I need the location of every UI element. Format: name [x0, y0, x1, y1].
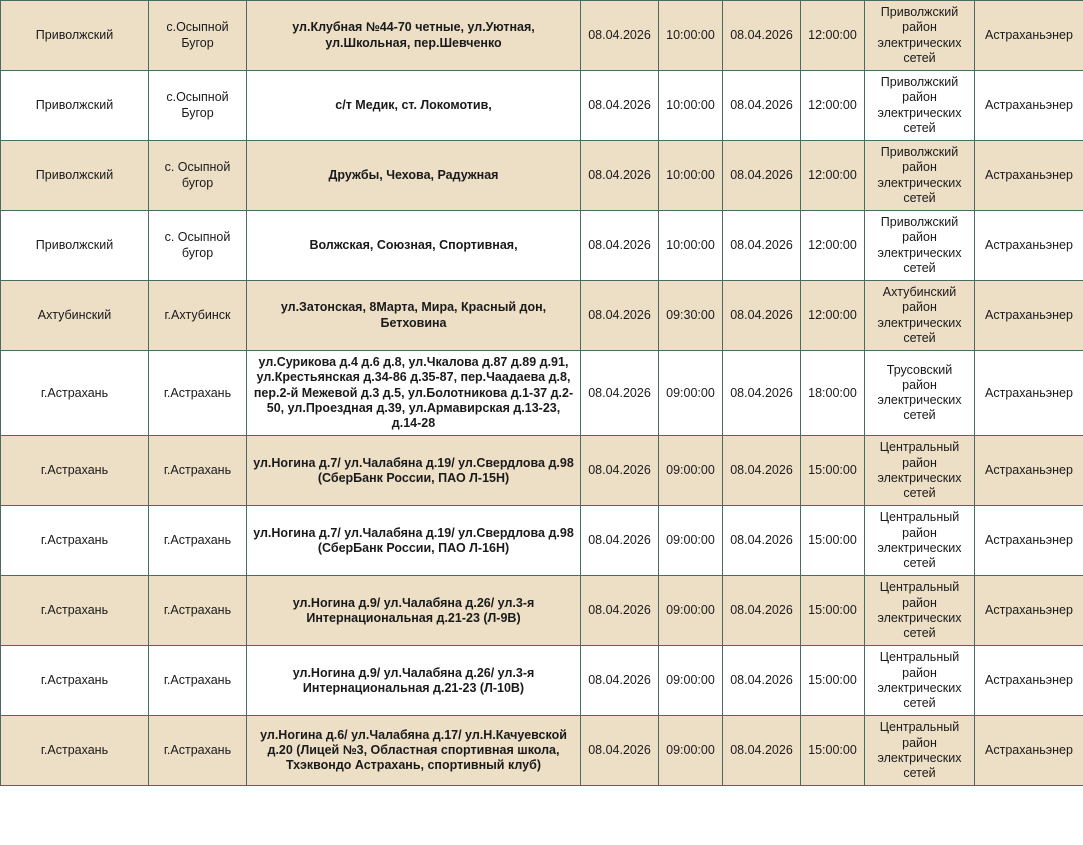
cell-date-on: 08.04.2026: [723, 1, 801, 71]
cell-streets: ул.Ногина д.6/ ул.Чалабяна д.17/ ул.Н.Качуевской д.20 (Лицей №3, Областная спортивная школа, Тхэквондо Астрахань, спортивный клуб): [247, 716, 581, 786]
cell-streets: Дружбы, Чехова, Радужная: [247, 141, 581, 211]
cell-time-off: 09:00:00: [659, 576, 723, 646]
cell-date-on: 08.04.2026: [723, 716, 801, 786]
table-row: [1, 576, 1083, 646]
cell-streets: ул.Ногина д.9/ ул.Чалабяна д.26/ ул.3-я Интернациональная д.21-23 (Л-10В): [247, 646, 581, 716]
table-row: [1, 351, 1083, 436]
cell-district: Приволжский: [1, 71, 149, 141]
cell-date-on: 08.04.2026: [723, 576, 801, 646]
cell-network-area: Приволжский район электрических сетей: [865, 1, 975, 71]
cell-streets: ул.Ногина д.7/ ул.Чалабяна д.19/ ул.Свердлова д.98 (СберБанк России, ПАО Л-15Н): [247, 436, 581, 506]
cell-streets: ул.Клубная №44-70 четные, ул.Уютная, ул.Школьная, пер.Шевченко: [247, 1, 581, 71]
cell-locality: г.Астрахань: [149, 716, 247, 786]
cell-network-area: Центральный район электрических сетей: [865, 646, 975, 716]
cell-time-on: 15:00:00: [801, 436, 865, 506]
cell-company: Астраханьэнер: [975, 281, 1083, 351]
cell-date-on: 08.04.2026: [723, 71, 801, 141]
cell-streets: ул.Сурикова д.4 д.6 д.8, ул.Чкалова д.87 д.89 д.91, ул.Крестьянская д.34-86 д.35-87, пер.Чаадаева д.8, пер.2-й Межевой д.3 д.5, ул.Болотникова д.1-37 д.2-50, ул.Проездная д.39, ул.Армавирская д.13-23, д.14-28: [247, 351, 581, 436]
table-row: [1, 211, 1083, 281]
cell-company: Астраханьэнер: [975, 576, 1083, 646]
cell-time-on: 12:00:00: [801, 1, 865, 71]
cell-time-on: 15:00:00: [801, 716, 865, 786]
cell-company: Астраханьэнер: [975, 71, 1083, 141]
cell-time-off: 09:00:00: [659, 436, 723, 506]
cell-date-off: 08.04.2026: [581, 506, 659, 576]
cell-date-on: 08.04.2026: [723, 646, 801, 716]
cell-time-off: 10:00:00: [659, 211, 723, 281]
cell-time-off: 09:00:00: [659, 646, 723, 716]
cell-district: Приволжский: [1, 141, 149, 211]
table-row: [1, 141, 1083, 211]
cell-network-area: Центральный район электрических сетей: [865, 576, 975, 646]
cell-locality: г.Астрахань: [149, 351, 247, 436]
cell-streets: ул.Затонская, 8Марта, Мира, Красный дон, Бетховина: [247, 281, 581, 351]
cell-district: Ахтубинский: [1, 281, 149, 351]
cell-district: Приволжский: [1, 211, 149, 281]
cell-time-off: 10:00:00: [659, 1, 723, 71]
cell-district: г.Астрахань: [1, 506, 149, 576]
cell-date-on: 08.04.2026: [723, 281, 801, 351]
cell-date-on: 08.04.2026: [723, 211, 801, 281]
cell-company: Астраханьэнер: [975, 506, 1083, 576]
cell-locality: г.Астрахань: [149, 436, 247, 506]
cell-date-off: 08.04.2026: [581, 436, 659, 506]
cell-time-off: 09:30:00: [659, 281, 723, 351]
cell-network-area: Центральный район электрических сетей: [865, 716, 975, 786]
cell-district: Приволжский: [1, 1, 149, 71]
cell-streets: ул.Ногина д.9/ ул.Чалабяна д.26/ ул.3-я Интернациональная д.21-23 (Л-9В): [247, 576, 581, 646]
cell-date-off: 08.04.2026: [581, 716, 659, 786]
cell-district: г.Астрахань: [1, 716, 149, 786]
cell-company: Астраханьэнер: [975, 211, 1083, 281]
cell-locality: г.Ахтубинск: [149, 281, 247, 351]
cell-district: г.Астрахань: [1, 436, 149, 506]
cell-district: г.Астрахань: [1, 576, 149, 646]
cell-date-off: 08.04.2026: [581, 646, 659, 716]
cell-company: Астраханьэнер: [975, 1, 1083, 71]
table-body: [1, 1, 1083, 786]
cell-locality: г.Астрахань: [149, 506, 247, 576]
cell-streets: Волжская, Союзная, Спортивная,: [247, 211, 581, 281]
cell-date-on: 08.04.2026: [723, 351, 801, 436]
cell-streets: ул.Ногина д.7/ ул.Чалабяна д.19/ ул.Свердлова д.98 (СберБанк России, ПАО Л-16Н): [247, 506, 581, 576]
cell-network-area: Приволжский район электрических сетей: [865, 71, 975, 141]
cell-time-on: 12:00:00: [801, 141, 865, 211]
cell-district: г.Астрахань: [1, 646, 149, 716]
cell-date-off: 08.04.2026: [581, 351, 659, 436]
cell-time-on: 15:00:00: [801, 506, 865, 576]
cell-company: Астраханьэнер: [975, 646, 1083, 716]
table-row: [1, 436, 1083, 506]
cell-locality: с. Осыпной бугор: [149, 211, 247, 281]
cell-time-off: 10:00:00: [659, 71, 723, 141]
table-row: [1, 281, 1083, 351]
table-row: [1, 716, 1083, 786]
cell-date-off: 08.04.2026: [581, 576, 659, 646]
cell-company: Астраханьэнер: [975, 351, 1083, 436]
cell-time-on: 18:00:00: [801, 351, 865, 436]
cell-network-area: Ахтубинский район электрических сетей: [865, 281, 975, 351]
cell-time-on: 12:00:00: [801, 281, 865, 351]
cell-network-area: Приволжский район электрических сетей: [865, 211, 975, 281]
cell-time-off: 09:00:00: [659, 716, 723, 786]
cell-date-off: 08.04.2026: [581, 141, 659, 211]
cell-time-on: 12:00:00: [801, 211, 865, 281]
cell-date-off: 08.04.2026: [581, 281, 659, 351]
cell-time-on: 12:00:00: [801, 71, 865, 141]
cell-date-off: 08.04.2026: [581, 71, 659, 141]
cell-locality: г.Астрахань: [149, 576, 247, 646]
cell-network-area: Приволжский район электрических сетей: [865, 141, 975, 211]
table-row: [1, 506, 1083, 576]
cell-time-off: 10:00:00: [659, 141, 723, 211]
cell-date-off: 08.04.2026: [581, 1, 659, 71]
cell-network-area: Центральный район электрических сетей: [865, 506, 975, 576]
cell-date-on: 08.04.2026: [723, 141, 801, 211]
cell-date-off: 08.04.2026: [581, 211, 659, 281]
cell-locality: г.Астрахань: [149, 646, 247, 716]
cell-locality: с.Осыпной Бугор: [149, 1, 247, 71]
cell-locality: с.Осыпной Бугор: [149, 71, 247, 141]
table-row: [1, 646, 1083, 716]
cell-locality: с. Осыпной бугор: [149, 141, 247, 211]
cell-network-area: Трусовский район электрических сетей: [865, 351, 975, 436]
cell-time-on: 15:00:00: [801, 576, 865, 646]
cell-company: Астраханьэнер: [975, 141, 1083, 211]
cell-district: г.Астрахань: [1, 351, 149, 436]
table-row: [1, 1, 1083, 71]
cell-company: Астраханьэнер: [975, 436, 1083, 506]
table-row: [1, 71, 1083, 141]
cell-company: Астраханьэнер: [975, 716, 1083, 786]
cell-streets: с/т Медик, ст. Локомотив,: [247, 71, 581, 141]
cell-time-off: 09:00:00: [659, 351, 723, 436]
cell-time-on: 15:00:00: [801, 646, 865, 716]
cell-date-on: 08.04.2026: [723, 436, 801, 506]
cell-time-off: 09:00:00: [659, 506, 723, 576]
cell-network-area: Центральный район электрических сетей: [865, 436, 975, 506]
cell-date-on: 08.04.2026: [723, 506, 801, 576]
